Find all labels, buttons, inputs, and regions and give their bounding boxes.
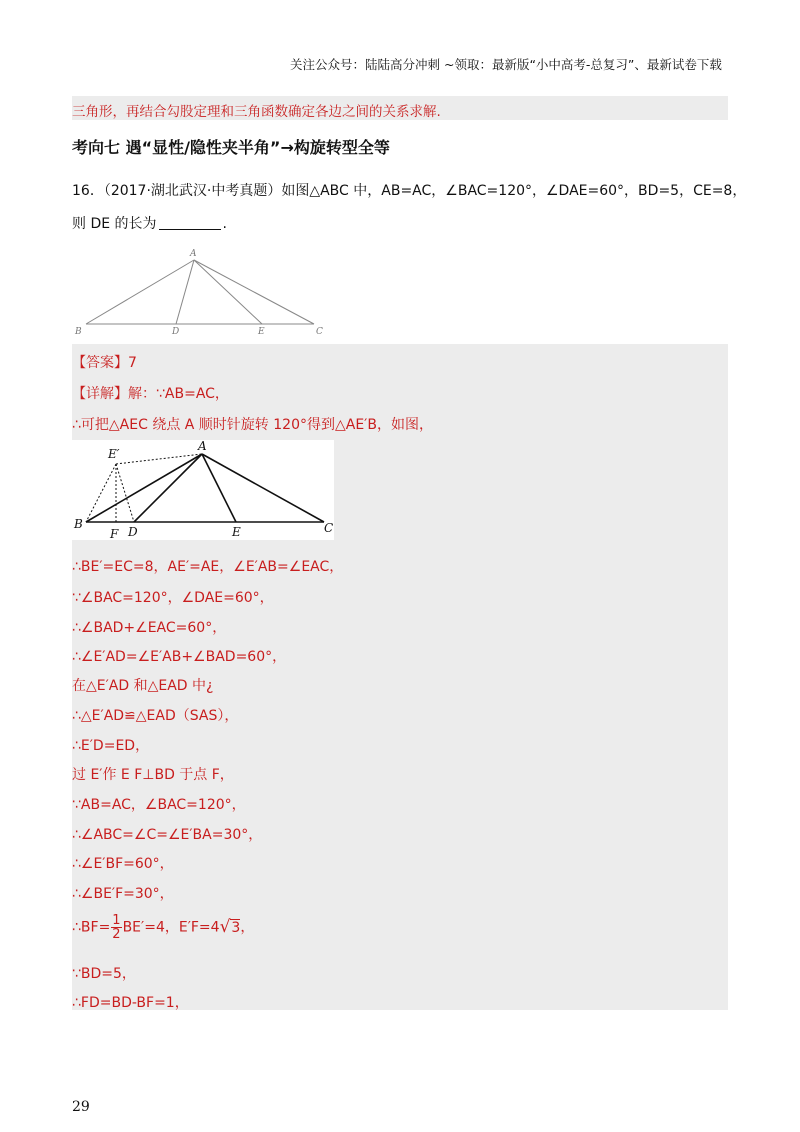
segment-ae <box>194 260 262 324</box>
segment-ac-2 <box>202 454 324 522</box>
label-e-prime: E′ <box>108 447 120 461</box>
tail-step-line: ∴FD=BD-BF=1， <box>72 995 189 1011</box>
step-line: ∴∠BE′F=30°， <box>72 886 174 902</box>
step-line: ∴∠BAD+∠EAC=60°， <box>72 620 227 636</box>
label-b-2: B <box>74 517 83 531</box>
sqrt-three: √3 <box>219 916 241 937</box>
label-a: A <box>190 249 197 259</box>
page-number: 29 <box>72 1099 90 1115</box>
label-f-2: F <box>110 527 119 540</box>
step-line: ∴△E′AD≌△EAD（SAS）， <box>72 708 239 724</box>
bf-line <box>72 914 254 941</box>
sqrt-radicand: 3 <box>231 919 241 936</box>
label-c-2: C <box>324 521 334 535</box>
label-d-2: D <box>128 525 138 539</box>
step-line: ∴BE′=EC=8，AE′=AE，∠E′AB=∠EAC， <box>72 559 344 575</box>
intro-text: 三角形，再结合勾股定理和三角函数确定各边之间的关系求解. <box>72 104 441 120</box>
bf-prefix: ∴BF= <box>72 919 111 936</box>
fraction-numerator: 1 <box>112 913 121 928</box>
answer-blank <box>159 229 221 230</box>
step-line: 在△E′AD 和△EAD 中¿ <box>72 678 214 694</box>
page-header: 关注公众号：陆陆高分冲刺 ~领取：最新版“小中高考-总复习”、最新试卷下载 <box>290 57 722 72</box>
intro-band <box>72 96 728 120</box>
section-title: 考向七 遇“显性/隐性夹半角”→构旋转型全等 <box>72 138 390 157</box>
segment-e1a <box>116 454 202 464</box>
bf-middle: BE′=4，E′F=4 <box>122 919 220 936</box>
label-e-2: E <box>232 525 241 539</box>
question-line-2 <box>72 213 227 233</box>
rotation-line: ∴可把△AEC 绕点 A 顺时针旋转 120°得到△AE′B，如图， <box>72 417 433 433</box>
step-line: ∴∠E′BF=60°， <box>72 856 174 872</box>
label-e: E <box>258 327 265 337</box>
answer-line: 【答案】7 <box>72 355 137 371</box>
bf-suffix: ， <box>240 919 255 936</box>
segment-e1d <box>116 464 134 522</box>
detail-line: 【详解】解：∵AB=AC， <box>72 386 229 402</box>
label-d: D <box>172 327 180 337</box>
label-b: B <box>75 327 82 337</box>
question-suffix: . <box>222 216 227 232</box>
fraction-one-half <box>111 914 121 941</box>
step-line: 过 E′作 E F⊥BD 于点 F， <box>72 767 234 783</box>
step-line: ∴∠ABC=∠C=∠E′BA=30°， <box>72 827 263 843</box>
question-prefix: 则 DE 的长为 <box>72 216 157 232</box>
step-line: ∵∠BAC=120°，∠DAE=60°， <box>72 590 274 606</box>
label-c: C <box>316 327 323 337</box>
tail-step-line: ∵BD=5， <box>72 966 136 982</box>
step-line: ∴E′D=ED， <box>72 738 150 754</box>
fraction-denominator: 2 <box>112 927 121 942</box>
label-a-2: A <box>198 440 207 453</box>
segment-ab <box>86 260 194 324</box>
triangle-figure <box>72 248 332 338</box>
step-line: ∵AB=AC，∠BAC=120°， <box>72 797 246 813</box>
rotated-figure <box>72 440 334 540</box>
segment-ac <box>194 260 314 324</box>
question-line-1: 16．（2017·湖北武汉·中考真题）如图△ABC 中，AB=AC，∠BAC=120°，∠DAE=60°，BD=5，CE=8， <box>72 183 747 199</box>
step-line: ∴∠E′AD=∠E′AB+∠BAD=60°， <box>72 649 287 665</box>
